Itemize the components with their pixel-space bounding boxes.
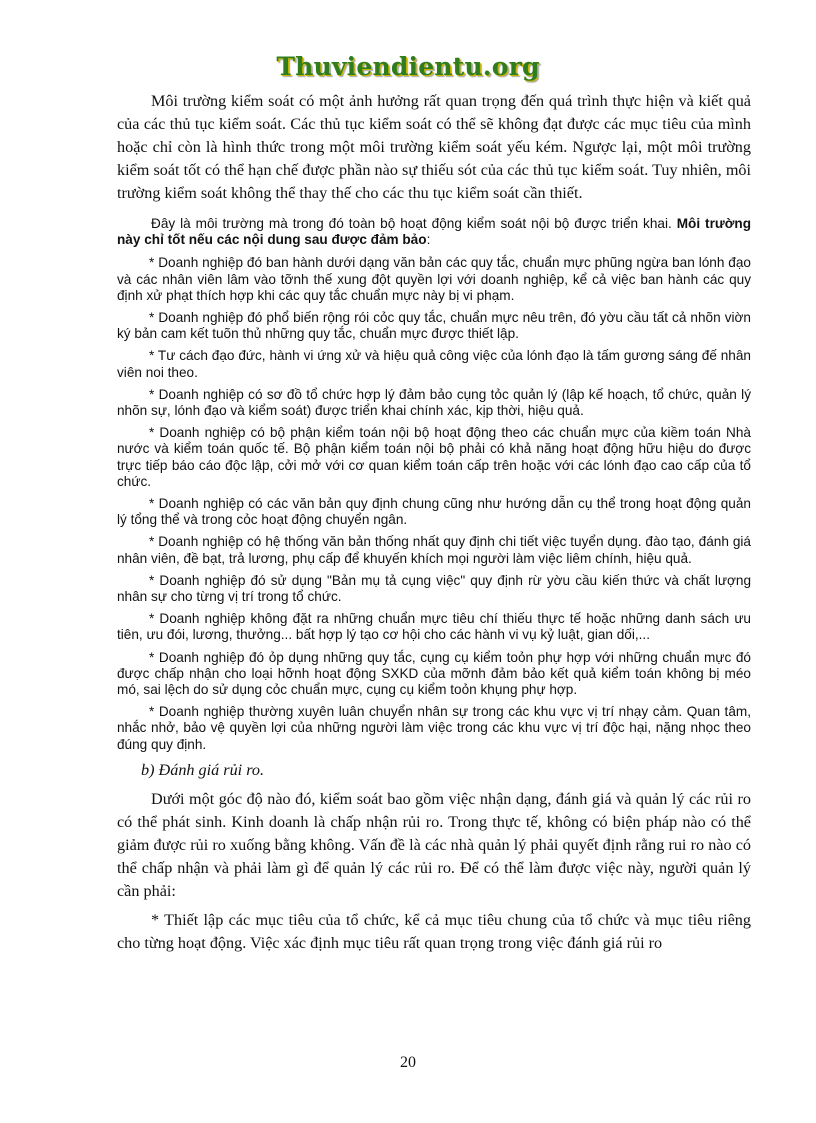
bullet-item: * Doanh nghiệp có các văn bản quy định chung cũng như hướng dẫn cụ thể trong hoạt động quản lý tổng thể và trong cỏc hoạt động chuyển ngân.	[117, 496, 751, 528]
bullet-item: * Doanh nghiệp có sơ đồ tổ chức hợp lý đảm bảo cụng tỏc quản lý (lập kế hoạch, tổ chức, quản lý nhõn sự, lónh đạo và kiểm soát) được triển khai chính xác, kịp thời, hiệu quả.	[117, 386, 751, 419]
paragraph-risk: Dưới một góc độ nào đó, kiểm soát bao gồm việc nhận dạng, đánh giá và quản lý các rủi ro có thể phát sinh. Kinh doanh là chấp nhận rủi ro. Trong thực tế, không có biện pháp nào có thể giảm được rủi ro xuống bằng không. Vấn đề là các nhà quản lý phải quyết định rằng rui ro nào có thể chấp nhận và phải làm gì để quản lý các rủi ro. Để có thể làm được việc này, người quản lý cần phải:	[117, 789, 751, 900]
intro-colon: :	[426, 232, 431, 248]
bullet-item: * Doanh nghiệp có bộ phận kiểm toán nội bộ hoạt động theo các chuẩn mực của kiềm toán Nhà nước và kiểm toán quốc tế. Bộ phận kiểm toán nội bộ phải có khả năng hoạt động hữu hiệu do được trực tiếp báo cáo độc lập, cởi mở với cơ quan kiểm toán cấp trên hoặc với các lónh đạo cao cấp của tổ chức.	[117, 425, 751, 489]
page-number: 20	[400, 1054, 416, 1071]
document-body	[117, 90, 751, 955]
bullet-item: * Doanh nghiệp không đặt ra những chuẩn mực tiêu chí thiếu thực tế hoặc những danh sách ưu tiên, ưu đói, lương, thưởng... bất hợp lý tạo cơ hội cho các hành vi vụ kỷ luật, gian dối,...	[117, 611, 751, 643]
bullet-item: * Doanh nghiệp đó ban hành dưới dạng văn bản các quy tắc, chuẩn mực phũng ngừa ban lónh đạo và các nhân viên lâm vào tỡnh thế xung đột quyền lợi với doanh nghiệp, kể cả việc ban hành các quy định xử phạt thích hợp khi các quy tắc chuẩn mực này bị vi phạm.	[117, 255, 751, 303]
intro-text: Đây là môi trường mà trong đó toàn bộ hoạt động kiểm soát nội bộ được triển khai.	[151, 216, 677, 231]
bullet-item: * Doanh nghiệp thường xuyên luân chuyển nhân sự trong các khu vực vị trí nhạy cảm. Quan tâm, nhắc nhở, bảo vệ quyền lợi của những người làm việc trong các khu vực vị trí độc hại, nặng nhọc theo đúng quy định.	[117, 704, 751, 752]
bullet-item: * Tư cách đạo đức, hành vi ứng xử và hiệu quả công việc của lónh đạo là tấm gương sáng đế nhân viên noi theo.	[117, 348, 751, 380]
paragraph-control-environment: Môi trường kiểm soát có một ảnh hưởng rất quan trọng đến quá trình thực hiện và kiết quả của các thủ tục kiểm soát. Các thủ tục kiểm soát có thể sẽ không đạt được các mục tiêu của mình hoặc chỉ còn là hình thức trong một môi trường kiểm soát yếu kém. Ngược lại, một môi trường kiểm soát tốt có thể hạn chế được phần nào sự thiếu sót của các thủ tục kiểm soát. Tuy nhiên, môi trường kiểm soát không thể thay thế cho các thu tục kiểm soát cần thiết.	[117, 92, 751, 202]
bullet-item: * Doanh nghiệp đó sử dụng "Bản mụ tả cụng việc" quy định rừ yờu cầu kiến thức và chất lượng nhân sự cho từng vị trí trong tổ chức.	[117, 572, 751, 605]
site-logo: Thuviendientu.org	[276, 52, 540, 81]
section-heading-risk-assessment: b) Đánh giá rủi ro.	[141, 760, 265, 779]
paragraph-intro	[117, 216, 751, 248]
paragraph-objectives: * Thiết lập các mục tiêu của tổ chức, kể cả mục tiêu chung của tổ chức và mục tiêu riêng cho từng hoạt động. Việc xác định mục tiêu rất quan trọng trong việc đánh giá rủi ro	[117, 910, 751, 952]
bullet-item: * Doanh nghiệp có hệ thống văn bản thống nhất quy định chi tiết việc tuyển dụng. đào tạo, đánh giá nhân viên, đề bạt, trả lương, phụ cấp để khuyến khích mọi người làm việc liêm chính, hiệu quả.	[117, 534, 751, 566]
bullet-item: * Doanh nghiệp đó phổ biến rộng rói cỏc quy tắc, chuẩn mực nêu trên, đó yờu cầu tất cả nhõn viờn ký bản cam kết tuõn thủ những quy tắc, chuẩn mực được thiết lập.	[117, 310, 751, 342]
bullet-item: * Doanh nghiệp đó ỏp dụng những quy tắc, cụng cụ kiểm toỏn phự hợp với những chuẩn mực đó được chấp nhận cho loại hỡnh hoạt động SXKD của mỡnh đảm bảo kết quả kiểm toán không bị méo mó, sai lệch do sử dụng cỏc chuẩn mực, cụng cụ kiểm toỏn khụng phự hợp.	[117, 649, 751, 698]
intro-bold-text: Môi trường này chỉ tốt nếu các nội dung sau được đảm bảo	[117, 216, 751, 248]
